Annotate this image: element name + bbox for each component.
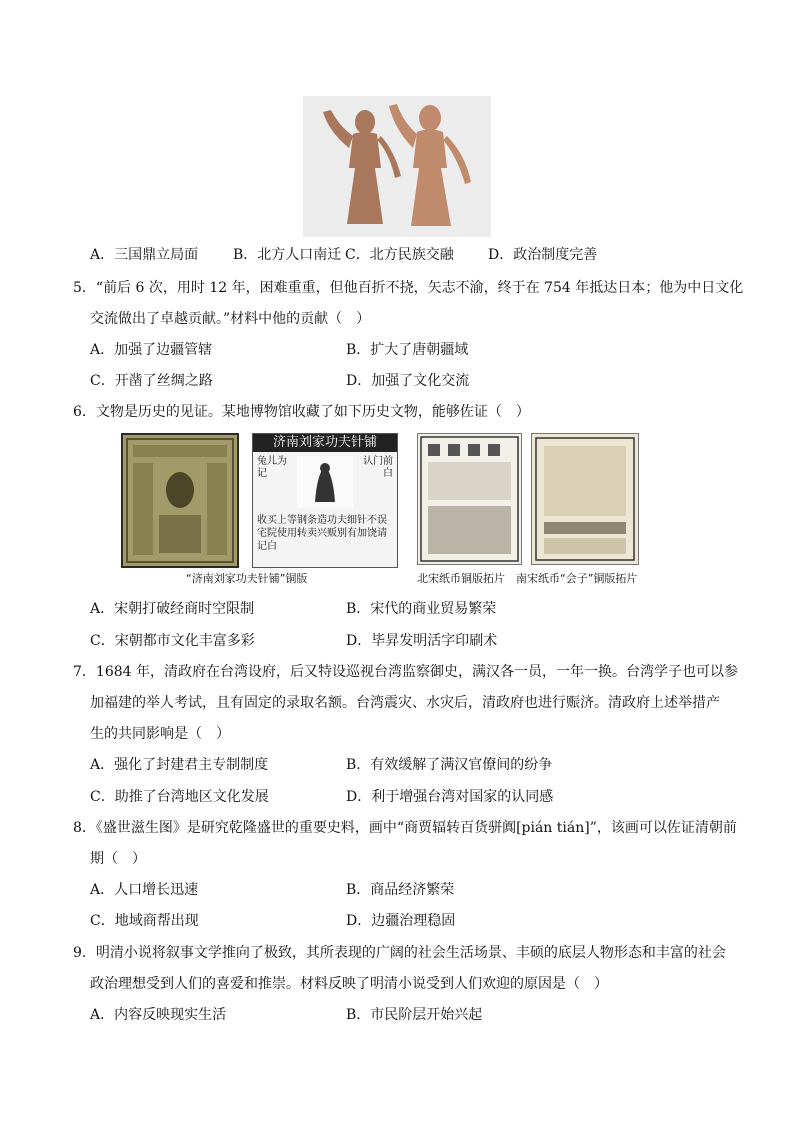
copper-plate-image <box>121 433 239 568</box>
q7-option-a: A．强化了封建君主专制制度 <box>90 757 269 773</box>
q5-option-b: B．扩大了唐朝疆域 <box>346 342 469 358</box>
q4-option-b: B．北方人口南迁 <box>233 247 342 263</box>
q9-stem-line2: 政治理想受到人们的喜爱和推崇。材料反映了明清小说受到人们欢迎的原因是（ ） <box>90 976 608 992</box>
q8-option-a: A．人口增长迅速 <box>90 882 199 898</box>
pottery-figurines-photo <box>303 96 491 237</box>
q9-option-a: A．内容反映现实生活 <box>90 1007 227 1023</box>
south-song-huizi-illustration <box>532 434 638 564</box>
q6-option-d: D．毕昇发明活字印刷术 <box>346 633 498 649</box>
q7-option-c: C．助推了台湾地区文化发展 <box>90 789 269 805</box>
ad-right-1: 认门前白 <box>363 456 393 479</box>
north-song-banknote-illustration <box>418 434 521 564</box>
q6-stem: 6．文物是历史的见证。某地博物馆收藏了如下历史文物，能够佐证（ ） <box>73 404 530 420</box>
ad-left-1: 兔儿为记 <box>257 456 287 479</box>
q8-option-b: B．商品经济繁荣 <box>346 882 455 898</box>
caption-copper-plate: “济南刘家功夫针铺”铜版 <box>186 572 308 585</box>
q5-stem-line2: 交流做出了卓越贡献。”材料中他的贡献（ ） <box>90 311 371 327</box>
q8-stem-line1: 8．《盛世滋生图》是研究乾隆盛世的重要史料，画中“商贾辐转百货骈阗[pián tián]”，该画可以佐证清朝前 <box>73 820 737 836</box>
q9-option-b: B．市民阶层开始兴起 <box>346 1007 483 1023</box>
q6-option-a: A．宋朝打破经商时空限制 <box>90 601 255 617</box>
south-song-huizi-rubbing <box>531 433 639 565</box>
copper-plate-illustration <box>123 435 237 566</box>
q9-stem-line1: 9．明清小说将叙事文学推向了极致，其所表现的广阔的社会生活场景、丰硕的底层人物形态和丰富的社会 <box>73 945 726 961</box>
q7-option-b: B．有效缓解了满汉官僚间的纷争 <box>346 757 553 773</box>
ad-bottom-text: 收买上等钢条造功夫细针不误宅院使用转卖兴贩别有加饶请记白 <box>257 515 387 552</box>
q7-stem-line1: 7．1684 年，清政府在台湾设府，后又特设巡视台湾监察御史，满汉各一员，一年一换。台湾学子也可以参 <box>73 664 738 680</box>
figurines-illustration <box>303 96 491 237</box>
q5-option-d: D．加强了文化交流 <box>346 373 470 389</box>
north-song-banknote-rubbing <box>417 433 522 565</box>
ad-left-text <box>257 456 291 480</box>
q4-option-c: C．北方民族交融 <box>345 247 454 263</box>
rabbit-icon <box>297 456 353 508</box>
q6-option-c: C．宋朝都市文化丰富多彩 <box>90 633 255 649</box>
q7-option-d: D．利于增强台湾对国家的认同感 <box>346 789 554 805</box>
ad-right-text <box>363 456 393 480</box>
needle-shop-ad-image <box>252 433 398 568</box>
q5-option-a: A．加强了边疆管辖 <box>90 342 213 358</box>
q8-option-c: C．地域商帮出现 <box>90 913 199 929</box>
ad-title: 济南刘家功夫针铺 <box>253 434 397 452</box>
q8-option-d: D．边疆治理稳固 <box>346 913 456 929</box>
q6-option-b: B．宋代的商业贸易繁荣 <box>346 601 497 617</box>
caption-banknote-rubbings: 北宋纸币铜版拓片 南宋纸币“会子”铜版拓片 <box>417 572 638 585</box>
q8-stem-line2: 期（ ） <box>90 851 146 867</box>
q7-stem-line3: 生的共同影响是（ ） <box>90 726 230 742</box>
q5-option-c: C．开凿了丝绸之路 <box>90 373 213 389</box>
q4-option-a: A．三国鼎立局面 <box>90 247 199 263</box>
q5-stem-line1: 5．“前后 6 次，用时 12 年，困难重重，但他百折不挠，矢志不渝，终于在 754 年抵达日本；他为中日文化 <box>73 280 744 296</box>
q7-stem-line2: 加福建的举人考试，且有固定的录取名额。台湾震灾、水灾后，清政府也进行赈济。清政府上述举措产 <box>90 695 720 711</box>
q4-option-d: D．政治制度完善 <box>488 247 598 263</box>
